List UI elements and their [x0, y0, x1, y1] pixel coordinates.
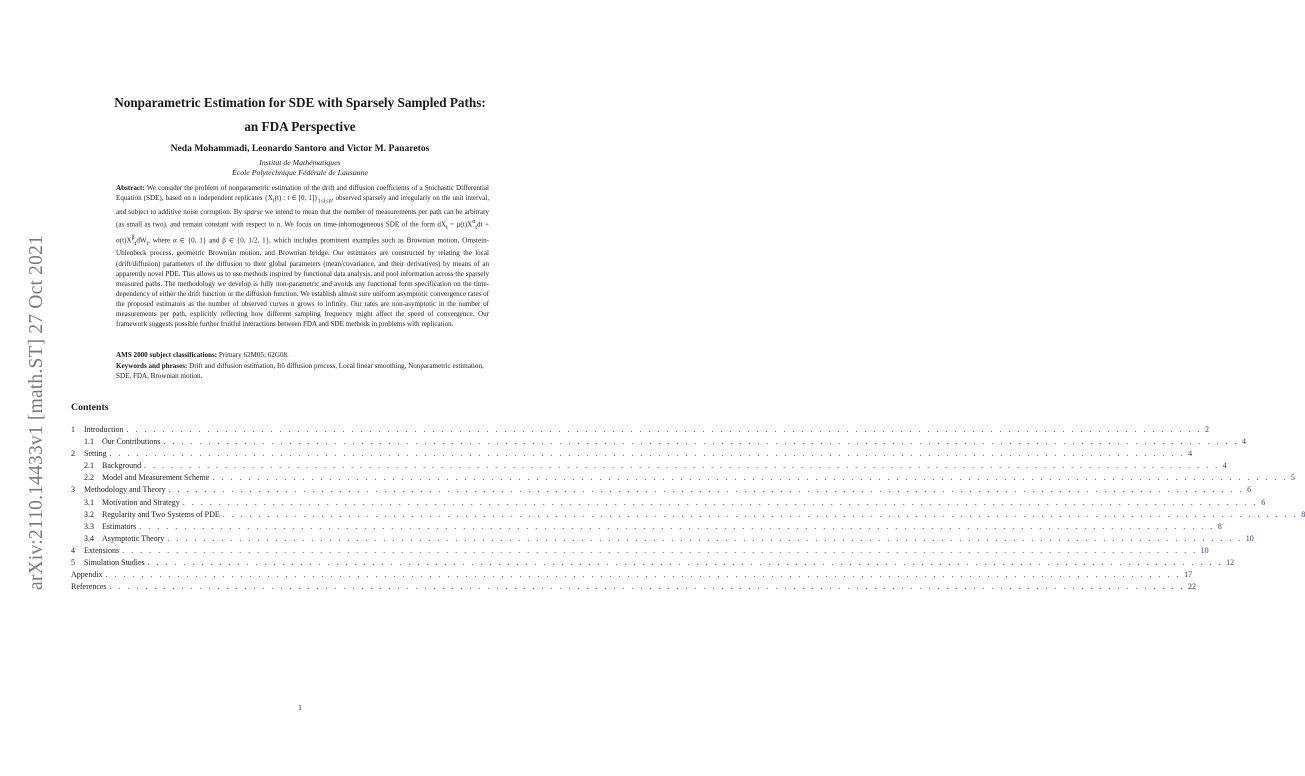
toc-leader-dots: . . . . . . . . . . . . . . . . . . . . . . . . . . . . . . . . . . . . . . . . . . . . . . . . . . . . . . . . . . . . . . . . . . . . . . . . . . . . . . . . . . . . . . . . . . . . . . . . . . . . . . . . . . . . . . . . . . . . . . . .	[147, 558, 1224, 568]
toc-entry-title[interactable]: Extensions	[84, 545, 120, 555]
toc-entry[interactable]	[71, 449, 1193, 461]
abstract-sub-range: 1≤i≤n	[317, 198, 332, 205]
toc-leader-dots: . . . . . . . . . . . . . . . . . . . . . . . . . . . . . . . . . . . . . . . . . . . . . . . . . . . . . . . . . . . . . . . . . . . . . . . . . . . . . . . . . . . . . . . . . . . . . . . . . . . . . . . . . . . . . . . . . . . . . . . .	[139, 521, 1215, 531]
toc-entry-title[interactable]: Estimators	[102, 521, 137, 531]
toc-entry[interactable]	[71, 485, 1252, 497]
toc-entry-title[interactable]: Asymptotic Theory	[102, 533, 165, 543]
toc-entry-title[interactable]: Background	[102, 461, 142, 471]
keywords-label: Keywords and phrases:	[116, 362, 188, 370]
toc-entry-number: 5	[71, 558, 75, 568]
abstract-sub-t-1: t	[446, 224, 448, 231]
toc-entry-title[interactable]: Appendix	[71, 570, 103, 580]
abstract-label: Abstract:	[116, 184, 145, 192]
toc-entry-page-link[interactable]: 12	[1226, 558, 1235, 568]
toc-leader-dots: . . . . . . . . . . . . . . . . . . . . . . . . . . . . . . . . . . . . . . . . . . . . . . . . . . . . . . . . . . . . . . . . . . . . . . . . . . . . . . . . . . . . . . . . . . . . . . . . . . . . . . . . . . . . . . . . . . . . . . . .	[212, 473, 1288, 483]
toc-entry-page-link[interactable]: 22	[1188, 582, 1197, 592]
toc-entry-title[interactable]: Model and Measurement Scheme	[102, 473, 210, 483]
toc-entry-page-link[interactable]: 2	[1205, 425, 1210, 434]
keywords-text: Drift and diffusion estimation, Itô diffusion process, Local linear smoothing, Nonparametric estimation, SDE, FDA, Brownian motion.	[116, 362, 484, 380]
toc-entry-number: 3.2	[84, 509, 94, 519]
toc-entry-page-link[interactable]: 4	[1188, 449, 1193, 459]
authors: Neda Mohammadi, Leonardo Santoro and Victor M. Panaretos	[170, 143, 430, 154]
abstract-text-1: We consider the problem of nonparametric estimation of the drift and diffusion coefficients of a Stochastic Differential Equation (SDE), based on n independent replicates {X	[116, 184, 489, 203]
toc-entry-page-link[interactable]: 6	[1261, 497, 1266, 507]
toc-entry-page-link[interactable]: 5	[1290, 473, 1295, 483]
abstract-text-6: dt + σ(t)X	[116, 220, 490, 244]
abstract-text-3: , observed sparsely and irregularly on the unit interval, and subject to additive noise corruption. By	[116, 194, 489, 216]
toc-entry-title[interactable]: Methodology and Theory	[84, 485, 166, 495]
toc-entry-page-link[interactable]: 6	[1247, 485, 1252, 495]
abstract-sub-t-3: t	[134, 240, 137, 247]
affiliation-line-2: École Polytechnique Fédérale de Lausanne	[232, 168, 368, 177]
toc-entry-title[interactable]: Introduction	[84, 425, 124, 434]
toc-entry-page-link[interactable]: 4	[1222, 461, 1227, 471]
abstract-text-8: , where α ∈ {0, 1} and β ∈ {0, 1/2, 1}, which includes prominent examples such as Brownian motion, Ornstein-Uhlenbeck process, geometric Brownian motion, and Brownian bridge. Our estimators are constructed by relating the local (drift/diffusion) parameters of the diffusion to their global parameters (mean/covariance, and their derivatives) by means of an apparently novel PDE. This allows us to use methods inspired by functional data analysis, and pool information across the sparsely measured paths. The methodology we develop is fully non-parametric and avoids any functional form specification on the time-dependency of either the drift function or the diffusion function. We establish almost sure uniform asymptotic convergence rates of the proposed estimators as the number of observed curves n grows to infinity. Our rates are non-asymptotic in the number of measurements per path, explicitly reflecting how different sampling frequency might affect the speed of convergence. Our framework suggests possible further fruitful interactions between FDA and SDE methods in problems with replication.	[116, 235, 489, 329]
toc-leader-dots: . . . . . . . . . . . . . . . . . . . . . . . . . . . . . . . . . . . . . . . . . . . . . . . . . . . . . . . . . . . . . . . . . . . . . . . . . . . . . . . . . . . . . . . . . . . . . . . . . . . . . . . . . . . . . . . . . . . . . . . .	[168, 485, 1245, 495]
abstract-sub-t-2: t	[475, 224, 478, 231]
toc-entry-title[interactable]: Motivation and Strategy	[102, 497, 180, 507]
toc-entry-number: 3.1	[84, 497, 94, 507]
abstract-text-7: dW	[136, 235, 147, 244]
abstract-sparse: sparse	[244, 207, 263, 216]
abstract	[116, 183, 489, 329]
toc-entry[interactable]	[71, 473, 1295, 485]
toc-entry-page-link[interactable]: 8	[1217, 521, 1222, 531]
toc-entry[interactable]	[71, 521, 1222, 534]
abstract-sub-t-4: t	[146, 240, 149, 247]
abstract-sup-beta: β	[131, 234, 135, 241]
toc-entry-number: 3	[71, 485, 75, 495]
toc-entry-number: 4	[71, 545, 75, 555]
ams-text: Primary 62M05; 62G08.	[217, 351, 289, 359]
toc-leader-dots: . . . . . . . . . . . . . . . . . . . . . . . . . . . . . . . . . . . . . . . . . . . . . . . . . . . . . . . . . . . . . . . . . . . . . . . . . . . . . . . . . . . . . . . . . . . . . . . . . . . . . . . . . . . . . . . . . . . . . . . .	[105, 570, 1182, 580]
toc-entry-number: 2.2	[84, 473, 94, 483]
toc-leader-dots: . . . . . . . . . . . . . . . . . . . . . . . . . . . . . . . . . . . . . . . . . . . . . . . . . . . . . . . . . . . . . . . . . . . . . . . . . . . . . . . . . . . . . . . . . . . . . . . . . . . . . . . . . . . . . . . . . . . . . . . .	[144, 461, 1220, 471]
toc-entry-page-link[interactable]: 10	[1245, 533, 1254, 543]
toc-entry[interactable]	[71, 509, 1305, 522]
toc-entry-number: 2	[71, 449, 75, 459]
toc-leader-dots: . . . . . . . . . . . . . . . . . . . . . . . . . . . . . . . . . . . . . . . . . . . . . . . . . . . . . . . . . . . . . . . . . . . . . . . . . . . . . . . . . . . . . . . . . . . . . . . . . . . . . . . . . . . . . . . . . . . . . . . .	[122, 545, 1198, 555]
toc-entry[interactable]	[71, 533, 1254, 546]
toc-entry[interactable]	[71, 497, 1266, 510]
toc-leader-dots: . . . . . . . . . . . . . . . . . . . . . . . . . . . . . . . . . . . . . . . . . . . . . . . . . . . . . . . . . . . . . . . . . . . . . . . . . . . . . . . . . . . . . . . . . . . . . . . . . . . . . . . . . . . . . . . . . . . . . . . .	[109, 449, 1186, 459]
toc-entry-number: 3.4	[84, 533, 94, 543]
toc-entry[interactable]	[71, 582, 1197, 594]
toc-entry-number: 3.3	[84, 521, 94, 531]
toc-entry-page-link[interactable]: 4	[1241, 437, 1246, 447]
toc-entry-number: 2.1	[84, 461, 94, 471]
paper-title-line-1: Nonparametric Estimation for SDE with Sparsely Sampled Paths:	[114, 95, 486, 110]
page-number: 1	[298, 703, 302, 712]
toc-entry-page-link[interactable]: 10	[1200, 545, 1209, 555]
abstract-text-5: = μ(t)X	[447, 220, 473, 229]
toc-leader-dots: . . . . . . . . . . . . . . . . . . . . . . . . . . . . . . . . . . . . . . . . . . . . . . . . . . . . . . . . . . . . . . . . . . . . . . . . . . . . . . . . . . . . . . . . . . . . . . . . . . . . . . . . . . . . . . . . . . . . . . . .	[167, 533, 1243, 543]
toc-entry-title[interactable]: Regularity and Two Systems of PDE	[102, 509, 220, 519]
toc-entry-title[interactable]: References	[71, 582, 107, 592]
toc-entry[interactable]	[71, 558, 1235, 570]
toc-entry-page-link[interactable]: 17	[1184, 570, 1193, 580]
toc-entry[interactable]	[71, 425, 1210, 437]
abstract-text-4: we intend to mean that the number of measurements per path can be arbitrary (as small as two), and remain constant with respect to n. We focus on time-inhomogeneous SDE of the form dX	[116, 207, 489, 229]
table-of-contents	[71, 425, 1305, 594]
abstract-sub-i: i	[272, 198, 275, 205]
toc-leader-dots: . . . . . . . . . . . . . . . . . . . . . . . . . . . . . . . . . . . . . . . . . . . . . . . . . . . . . . . . . . . . . . . . . . . . . . . . . . . . . . . . . . . . . . . . . . . . . . . . . . . . . . . . . . . . . . . . . . . . . . . .	[126, 425, 1203, 434]
toc-entry-title[interactable]: Our Contributions	[102, 437, 161, 447]
ams-label: AMS 2000 subject classifications:	[116, 351, 218, 359]
toc-entry[interactable]	[71, 461, 1227, 473]
toc-entry[interactable]	[71, 545, 1209, 558]
toc-entry[interactable]	[71, 570, 1193, 582]
toc-leader-dots: . . . . . . . . . . . . . . . . . . . . . . . . . . . . . . . . . . . . . . . . . . . . . . . . . . . . . . . . . . . . . . . . . . . . . . . . . . . . . . . . . . . . . . . . . . . . . . . . . . . . . . . . . . . . . . . . . . . . . . . .	[182, 497, 1259, 507]
toc-leader-dots: . . . . . . . . . . . . . . . . . . . . . . . . . . . . . . . . . . . . . . . . . . . . . . . . . . . . . . . . . . . . . . . . . . . . . . . . . . . . . . . . . . . . . . . . . . . . . . . . . . . . . . . . . . . . . . . . . . . . . . . .	[222, 509, 1299, 519]
toc-leader-dots: . . . . . . . . . . . . . . . . . . . . . . . . . . . . . . . . . . . . . . . . . . . . . . . . . . . . . . . . . . . . . . . . . . . . . . . . . . . . . . . . . . . . . . . . . . . . . . . . . . . . . . . . . . . . . . . . . . . . . . . .	[163, 437, 1239, 447]
toc-entry-number: 1	[71, 425, 75, 434]
paper-title-line-2: an FDA Perspective	[244, 119, 356, 134]
keywords	[116, 361, 489, 381]
abstract-text-2: (t) : t ∈ [0, 1]}	[274, 194, 318, 203]
abstract-sup-alpha: α	[472, 218, 476, 225]
toc-leader-dots: . . . . . . . . . . . . . . . . . . . . . . . . . . . . . . . . . . . . . . . . . . . . . . . . . . . . . . . . . . . . . . . . . . . . . . . . . . . . . . . . . . . . . . . . . . . . . . . . . . . . . . . . . . . . . . . . . . . . . . . .	[109, 582, 1186, 592]
toc-entry-page-link[interactable]: 8	[1301, 509, 1305, 519]
toc-entry[interactable]	[71, 437, 1246, 449]
toc-entry-number: 1.1	[84, 437, 94, 447]
toc-entry-title[interactable]: Simulation Studies	[84, 558, 145, 568]
affiliation-line-1: Institut de Mathématiques	[259, 158, 341, 167]
contents-heading: Contents	[71, 402, 109, 413]
arxiv-stamp: arXiv:2110.14433v1 [math.ST] 27 Oct 2021	[26, 235, 47, 590]
ams-classification	[116, 350, 489, 360]
toc-entry-title[interactable]: Setting	[84, 449, 107, 459]
